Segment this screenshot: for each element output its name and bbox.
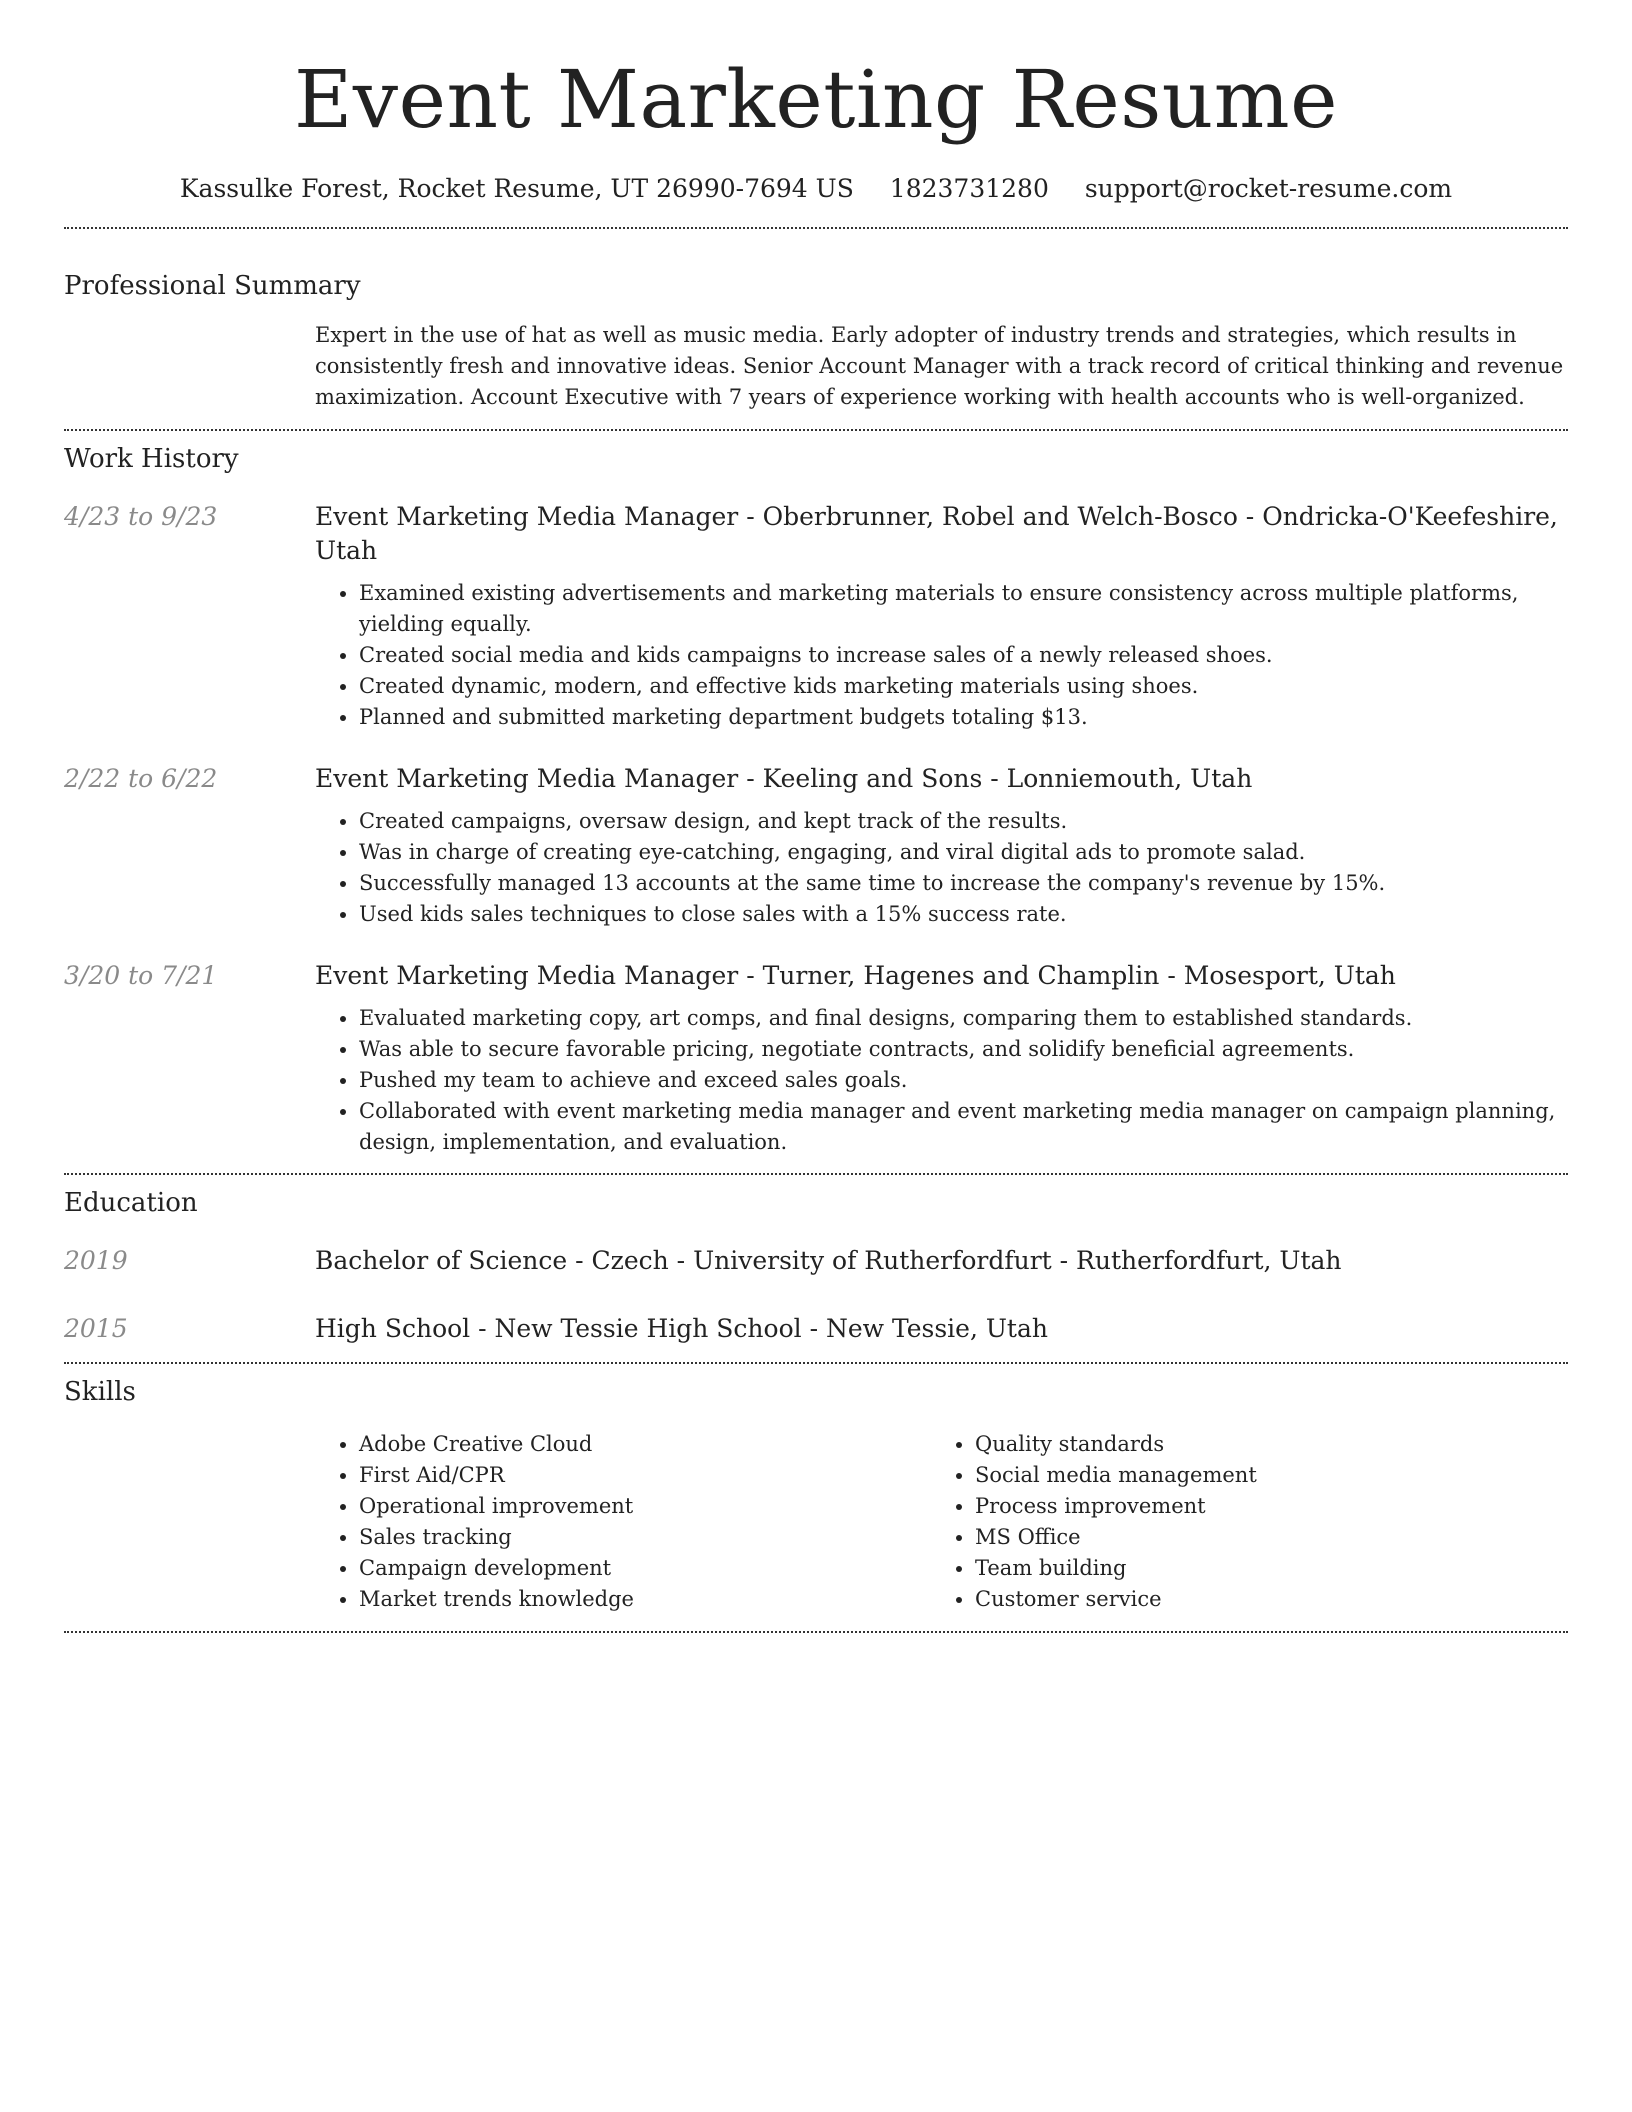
section-title-summary: Professional Summary (64, 271, 361, 301)
skill-item: • Sales tracking (359, 1522, 931, 1553)
skill-item: • Campaign development (359, 1553, 931, 1584)
job-entry (64, 500, 1568, 733)
section-title-skills: Skills (64, 1377, 136, 1407)
divider (64, 1173, 1568, 1175)
summary-text: Expert in the use of hat as well as music media. Early adopter of industry trends and strategies, which results in consistently fresh and innovative ideas. Senior Account Manager with a track record of critical thinking and revenue maximization. Account Executive with 7 years of experience working with health accounts who is well-organized. (315, 323, 1564, 409)
skills-columns (315, 1429, 1568, 1615)
job-title: Event Marketing Media Manager - Oberbrunner, Robel and Welch-Bosco - Ondricka-O'Keefeshire, Utah (315, 502, 1558, 565)
contact-address: Kassulke Forest, Rocket Resume, UT 26990-7694 US (179, 174, 854, 203)
skill-item: • Team building (975, 1553, 1568, 1584)
divider (64, 1631, 1568, 1633)
job-title: Event Marketing Media Manager - Keeling and Sons - Lonniemouth, Utah (315, 764, 1253, 793)
job-bullet: • Created dynamic, modern, and effective kids marketing materials using shoes. (359, 671, 1568, 702)
skill-item: • Market trends knowledge (359, 1584, 931, 1615)
job-bullet: • Was in charge of creating eye-catching, engaging, and viral digital ads to promote salad. (359, 837, 1568, 868)
job-dates: 4/23 to 9/23 (64, 502, 218, 531)
job-bullets (315, 806, 1568, 930)
skill-item: • Quality standards (975, 1429, 1568, 1460)
skill-item: • Process improvement (975, 1491, 1568, 1522)
job-bullets (315, 1003, 1568, 1158)
job-bullet: • Created social media and kids campaigns to increase sales of a newly released shoes. (359, 640, 1568, 671)
summary-row (64, 320, 1568, 413)
skill-item: • Operational improvement (359, 1491, 931, 1522)
skills-list-left (315, 1429, 931, 1615)
job-bullet: • Collaborated with event marketing media manager and event marketing media manager on campaign planning, design, implementation, and evaluation. (359, 1096, 1568, 1158)
contact-phone: 1823731280 (889, 174, 1049, 203)
job-bullet: • Planned and submitted marketing department budgets totaling $13. (359, 702, 1568, 733)
page-title: Event Marketing Resume (294, 53, 1338, 146)
job-details (315, 959, 1568, 1158)
divider (64, 227, 1568, 229)
section-title-education: Education (64, 1188, 198, 1218)
skill-item: • First Aid/CPR (359, 1460, 931, 1491)
skills-row (64, 1429, 1568, 1615)
job-bullet: • Pushed my team to achieve and exceed sales goals. (359, 1065, 1568, 1096)
contact-line (64, 172, 1568, 206)
job-dates: 3/20 to 7/21 (64, 961, 218, 990)
job-bullet: • Created campaigns, oversaw design, and kept track of the results. (359, 806, 1568, 837)
job-bullet: • Successfully managed 13 accounts at the same time to increase the company's revenue by 15%. (359, 868, 1568, 899)
education-entry (64, 1312, 1568, 1346)
section-title-work: Work History (64, 444, 239, 474)
job-entry (64, 959, 1568, 1158)
education-year: 2015 (64, 1314, 128, 1343)
skill-item: • MS Office (975, 1522, 1568, 1553)
job-details (315, 762, 1568, 930)
skill-item: • Social media management (975, 1460, 1568, 1491)
skill-item: • Customer service (975, 1584, 1568, 1615)
job-bullet: • Used kids sales techniques to close sales with a 15% success rate. (359, 899, 1568, 930)
job-title: Event Marketing Media Manager - Turner, Hagenes and Champlin - Mosesport, Utah (315, 961, 1396, 990)
skill-item: • Adobe Creative Cloud (359, 1429, 931, 1460)
education-degree: High School - New Tessie High School - New Tessie, Utah (315, 1314, 1048, 1343)
education-entry (64, 1244, 1568, 1278)
job-bullets (315, 578, 1568, 733)
contact-email: support@rocket-resume.com (1084, 174, 1453, 203)
job-entry (64, 762, 1568, 930)
education-degree: Bachelor of Science - Czech - University of Rutherfordfurt - Rutherfordfurt, Utah (315, 1246, 1342, 1275)
job-dates: 2/22 to 6/22 (64, 764, 218, 793)
job-bullet: • Examined existing advertisements and marketing materials to ensure consistency across multiple platforms, yielding equally. (359, 578, 1568, 640)
job-details (315, 500, 1568, 733)
job-bullet: • Evaluated marketing copy, art comps, and final designs, comparing them to established standards. (359, 1003, 1568, 1034)
divider (64, 429, 1568, 431)
skills-list-right (931, 1429, 1568, 1615)
divider (64, 1362, 1568, 1364)
education-year: 2019 (64, 1246, 128, 1275)
job-bullet: • Was able to secure favorable pricing, negotiate contracts, and solidify beneficial agreements. (359, 1034, 1568, 1065)
